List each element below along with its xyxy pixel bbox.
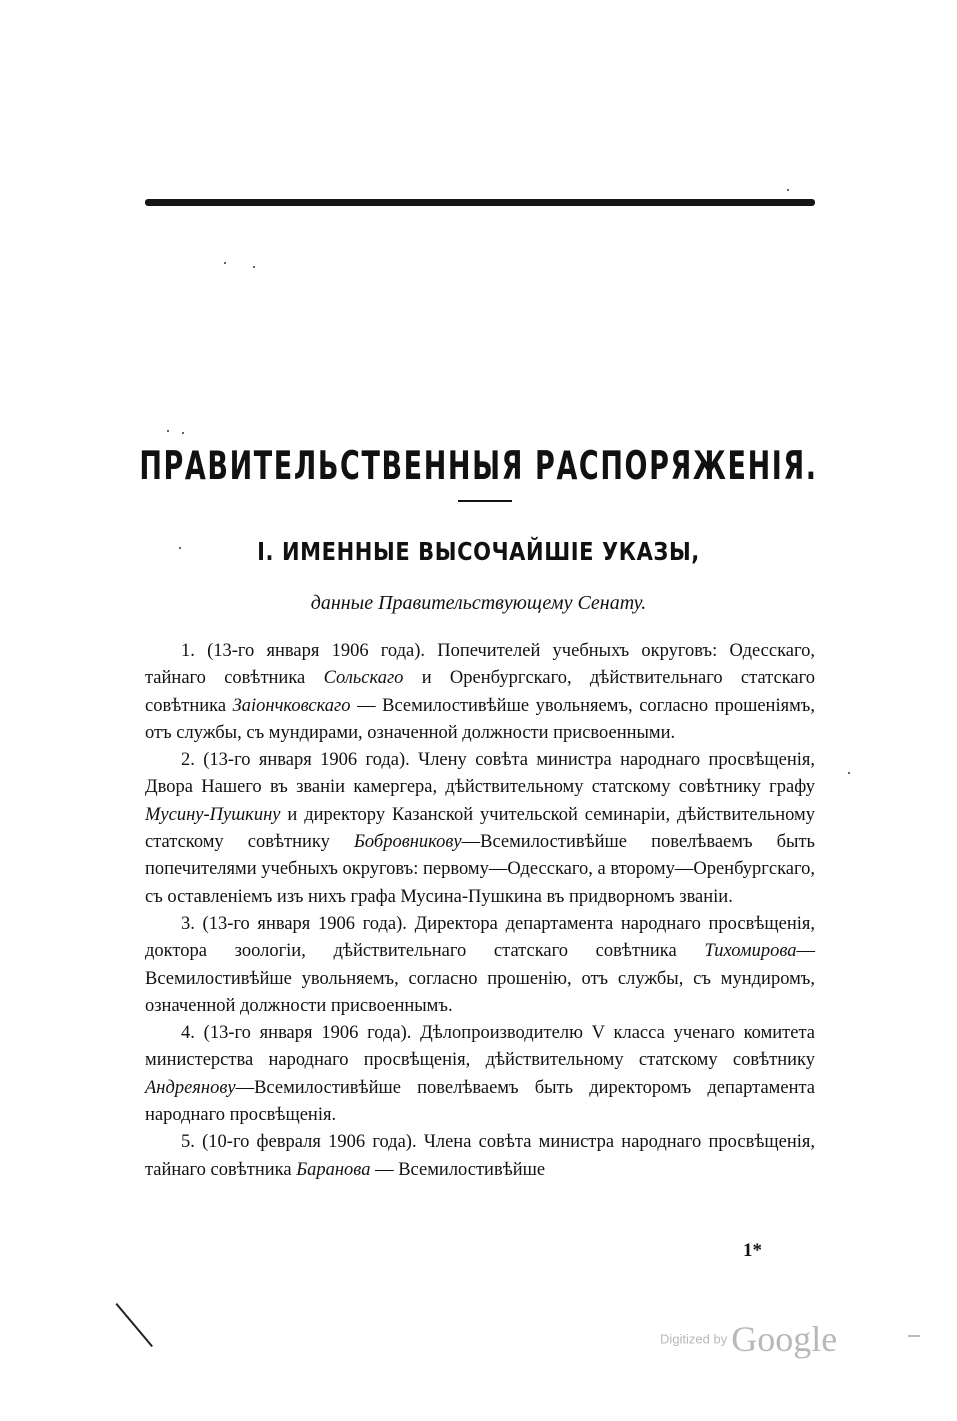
top-rule xyxy=(145,199,815,206)
scan-mark xyxy=(908,1335,920,1337)
scan-speck xyxy=(848,772,850,774)
title-divider xyxy=(458,500,512,502)
digitized-watermark xyxy=(660,1318,837,1360)
scan-speck xyxy=(224,262,226,264)
scan-speck xyxy=(253,266,255,268)
main-title: ПРАВИТЕЛЬСТВЕННЫЯ РАСПОРЯЖЕНІЯ. xyxy=(139,444,818,489)
section-heading: I. ИМЕННЫЕ ВЫСОЧАЙШІЕ УКАЗЫ, xyxy=(257,537,700,566)
page-number: 1* xyxy=(743,1240,762,1261)
watermark-prefix: Digitized by xyxy=(660,1331,728,1347)
decree-paragraph: 5. (10-го февраля 1906 года). Члена совѣта министра народнаго просвѣщенія, тайнаго совѣтника Баранова — Всемилостивѣйше xyxy=(145,1132,815,1180)
scan-speck xyxy=(182,432,184,434)
decree-paragraph: 2. (13-го января 1906 года). Члену совѣта министра народнаго просвѣщенія, Двора Нашего въ званіи камергера, дѣйствительному статскому совѣтнику графу Мусину-Пушкину и директору Казанской учительской семинаріи, дѣйствительному статскому совѣтнику Бобровникову—Всемилостивѣйше повелѣваемъ быть попечителями учебныхъ округовъ: первому—Одесскаго, а второму—Оренбургскаго, съ оставленіемъ изъ нихъ графа Мусина-Пушкина въ придворномъ званіи. xyxy=(145,750,815,907)
section-subheading: данные Правительствующему Сенату. xyxy=(310,592,647,614)
google-logo: Google xyxy=(731,1319,838,1359)
scan-mark xyxy=(115,1303,153,1347)
scan-speck xyxy=(787,189,789,191)
decree-paragraph: 3. (13-го января 1906 года). Директора департамента народнаго просвѣщенія, доктора зоологіи, дѣйствительнаго статскаго совѣтника Тихомирова—Всемилостивѣйше увольняемъ, согласно прошенію, отъ службы, съ мундиромъ, означенной должности присвоеннымъ. xyxy=(145,913,815,1016)
decree-list xyxy=(145,638,815,1184)
decree-paragraph: 4. (13-го января 1906 года). Дѣлопроизводителю V класса ученаго комитета министерства народнаго просвѣщенія, дѣйствительному статскому совѣтнику Андреянову—Всемилостивѣйше повелѣваемъ быть директоромъ департамента народнаго просвѣщенія. xyxy=(145,1023,815,1126)
scan-speck xyxy=(167,430,169,432)
decree-paragraph: 1. (13-го января 1906 года). Попечителей учебныхъ округовъ: Одесскаго, тайнаго совѣтника Сольскаго и Оренбургскаго, дѣйствительнаго статскаго совѣтника Заіончковскаго — Всемилостивѣйше увольняемъ, согласно прошеніямъ, отъ службы, съ мундирами, означенной должности присвоенными. xyxy=(145,641,815,743)
